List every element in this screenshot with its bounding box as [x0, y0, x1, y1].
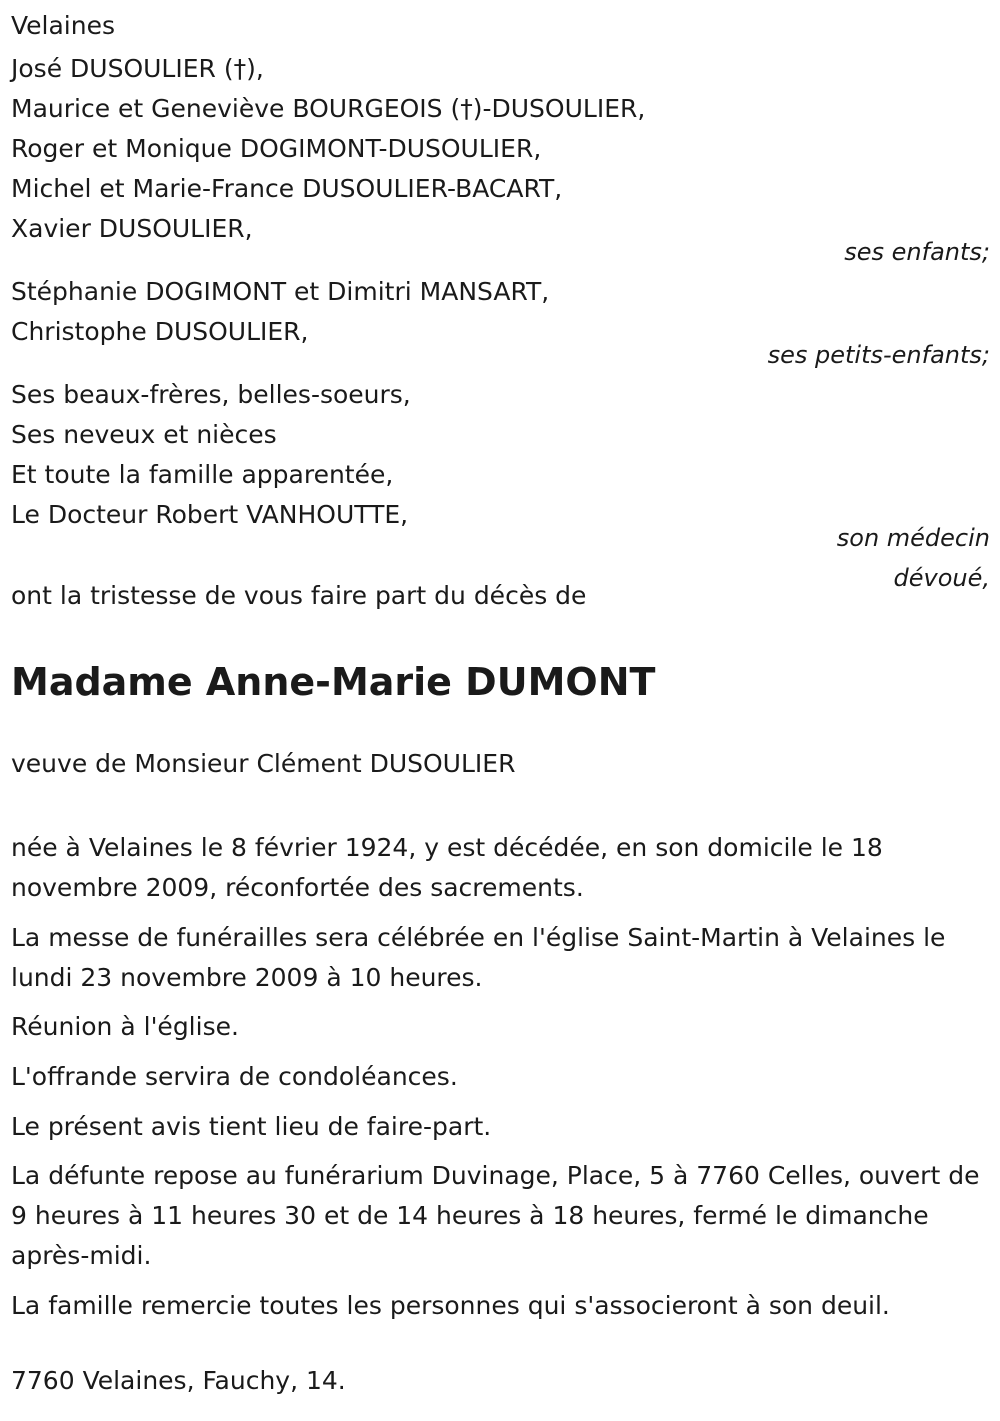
address-text: 7760 Velaines, Fauchy, 14.: [11, 1366, 346, 1395]
family-line: Ses beaux-frères, belles-soeurs,: [11, 380, 411, 409]
grandchildren-role: ses petits-enfants;: [767, 341, 990, 369]
birth-death-paragraph: née à Velaines le 8 février 1924, y est décédée, en son domicile le 18 novembre 2009, réconfortée des sacrements.: [11, 833, 883, 902]
child-line: Michel et Marie-France DUSOULIER-BACART,: [11, 174, 563, 203]
deceased-name: Madame Anne-Marie DUMONT: [11, 660, 656, 704]
child-line: José DUSOULIER (†),: [11, 54, 264, 83]
family-line: Et toute la famille apparentée,: [11, 460, 394, 489]
children-role: ses enfants;: [844, 238, 990, 266]
child-line: Xavier DUSOULIER,: [11, 214, 253, 243]
grandchild-line: Stéphanie DOGIMONT et Dimitri MANSART,: [11, 277, 550, 306]
thanks-paragraph: La famille remercie toutes les personnes qui s'associeront à son deuil.: [11, 1291, 890, 1320]
announcement-text: ont la tristesse de vous faire part du décès de: [11, 581, 587, 610]
family-line: Le Docteur Robert VANHOUTTE,: [11, 500, 409, 529]
family-line: Ses neveux et nièces: [11, 420, 277, 449]
funerarium-paragraph: La défunte repose au funérarium Duvinage, Place, 5 à 7760 Celles, ouvert de 9 heures à 11 heures 30 et de 14 heures à 18 heures, fermé le dimanche après-midi.: [11, 1161, 980, 1270]
child-line: Roger et Monique DOGIMONT-DUSOULIER,: [11, 134, 542, 163]
offering-paragraph: L'offrande servira de condoléances.: [11, 1062, 458, 1091]
place-name: Velaines: [11, 11, 116, 40]
notice-paragraph: Le présent avis tient lieu de faire-part.: [11, 1112, 492, 1141]
child-line: Maurice et Geneviève BOURGEOIS (†)-DUSOULIER,: [11, 94, 646, 123]
widow-of-text: veuve de Monsieur Clément DUSOULIER: [11, 749, 516, 778]
funeral-mass-paragraph: La messe de funérailles sera célébrée en l'église Saint-Martin à Velaines le lundi 23 novembre 2009 à 10 heures.: [11, 923, 946, 992]
grandchild-line: Christophe DUSOULIER,: [11, 317, 309, 346]
doctor-role-line1: son médecin: [836, 524, 990, 552]
doctor-role-line2: dévoué,: [893, 564, 990, 592]
meeting-paragraph: Réunion à l'église.: [11, 1012, 239, 1041]
